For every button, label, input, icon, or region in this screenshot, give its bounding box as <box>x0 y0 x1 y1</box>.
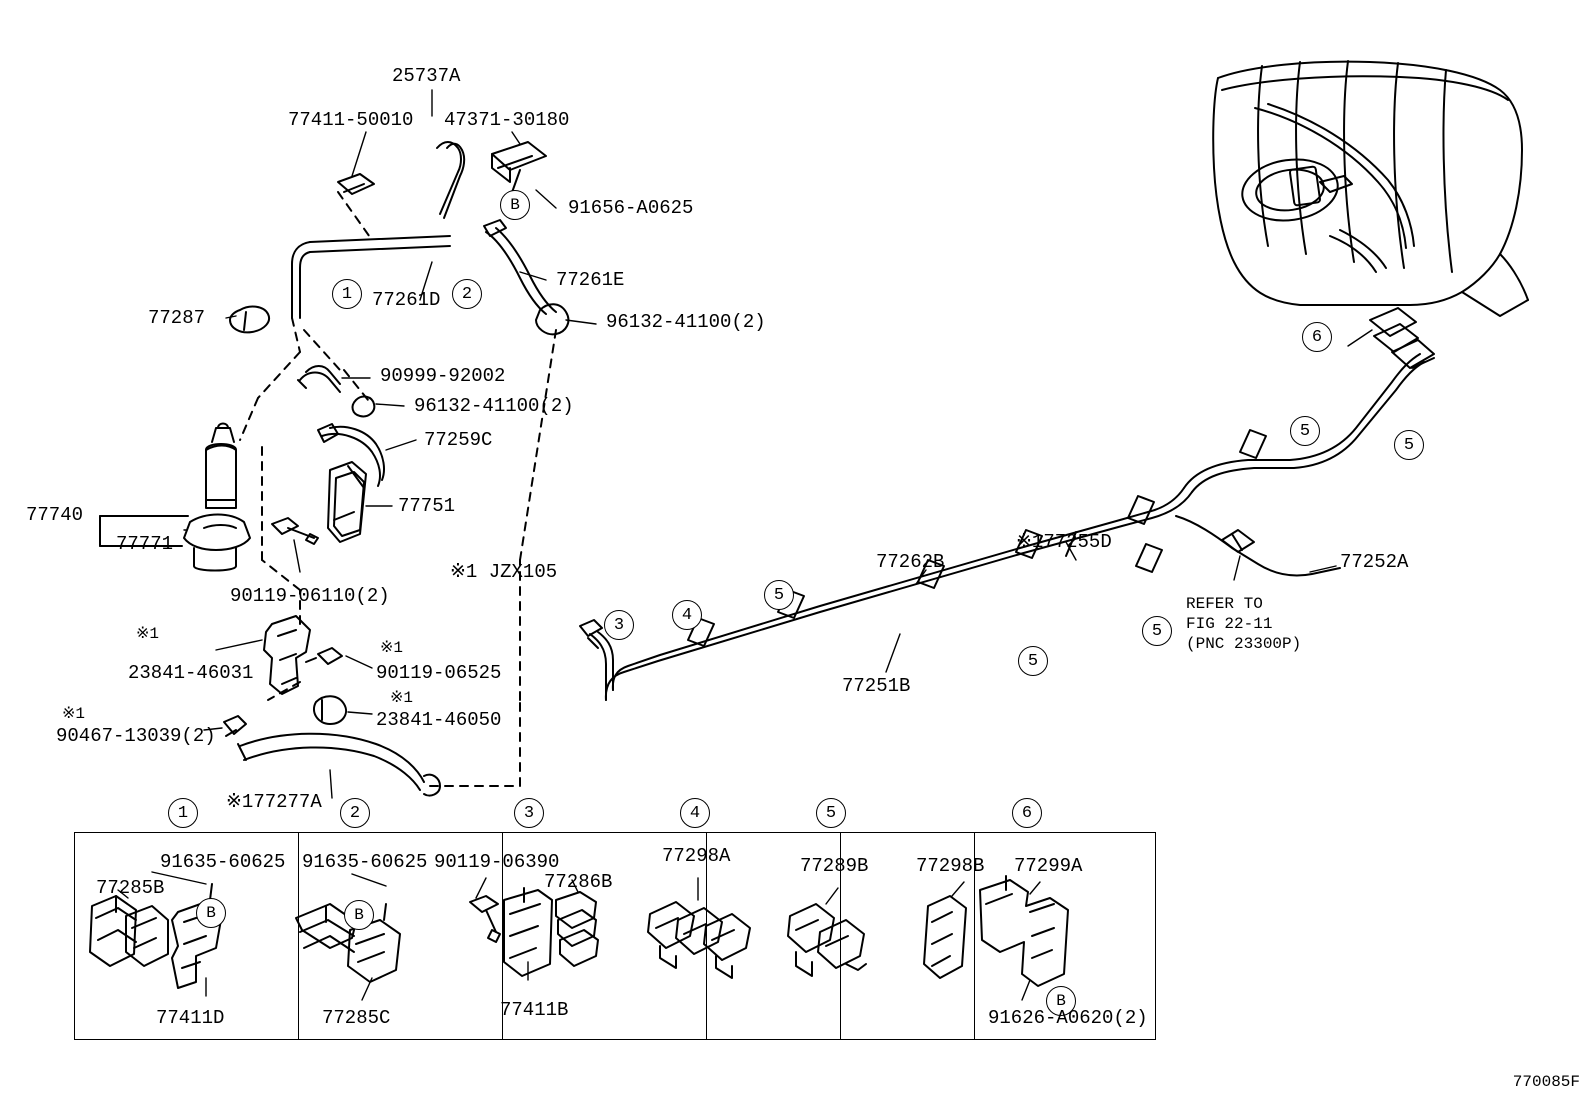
mark-jzx-a: ※1 <box>136 625 160 643</box>
legend-part-91626-A0620: 91626-A0620(2) <box>988 1007 1148 1029</box>
legend-part-90119-06390: 90119-06390 <box>434 851 560 873</box>
refer-note-line2: FIG 22-11 <box>1186 615 1273 633</box>
legend-number-3: 3 <box>514 798 544 828</box>
label-90119-06525: 90119-06525 <box>376 662 502 684</box>
label-25737A: 25737A <box>392 65 461 87</box>
legend-part-77285C: 77285C <box>322 1007 391 1029</box>
label-96132-41100-b: 96132-41100(2) <box>414 395 574 417</box>
legend-number-6: 6 <box>1012 798 1042 828</box>
callout-b-top: B <box>500 190 530 220</box>
label-77287: 77287 <box>148 307 206 329</box>
label-90119-06110: 90119-06110(2) <box>230 585 390 607</box>
label-77740: 77740 <box>26 504 84 526</box>
label-77261D: 77261D <box>372 289 441 311</box>
legend-part-77298B: 77298B <box>916 855 985 877</box>
mark-jzx-b: ※1 <box>380 639 404 657</box>
legend-b-circle-6: B <box>1046 986 1076 1016</box>
legend-b-circle-1: B <box>196 898 226 928</box>
legend-part-77411D: 77411D <box>156 1007 225 1029</box>
label-47371-30180: 47371-30180 <box>444 109 570 131</box>
refer-note-line3: (PNC 23300P) <box>1186 635 1302 653</box>
label-91656-A0625: 91656-A0625 <box>568 197 694 219</box>
legend-part-77299A: 77299A <box>1014 855 1083 877</box>
legend-b-circle-2: B <box>344 900 374 930</box>
callout-6: 6 <box>1302 322 1332 352</box>
label-77751: 77751 <box>398 495 456 517</box>
callout-5-e: 5 <box>1394 430 1424 460</box>
label-77411-50010: 77411-50010 <box>288 109 414 131</box>
legend-part-77298A: 77298A <box>662 845 731 867</box>
legend-number-4: 4 <box>680 798 710 828</box>
label-77255D: ※177255D <box>1016 531 1112 553</box>
label-77252A: 77252A <box>1340 551 1409 573</box>
figure-id: 770085F <box>1512 1073 1580 1091</box>
label-90999-92002: 90999-92002 <box>380 365 506 387</box>
label-77262B: 77262B <box>876 551 945 573</box>
callout-5-c: 5 <box>1142 616 1172 646</box>
label-77251B: 77251B <box>842 675 911 697</box>
legend-number-2: 2 <box>340 798 370 828</box>
legend-part-91635-60625-2: 91635-60625 <box>302 851 428 873</box>
label-77771: 77771 <box>116 533 174 555</box>
callout-2: 2 <box>452 279 482 309</box>
callout-5-b: 5 <box>1018 646 1048 676</box>
callout-1: 1 <box>332 279 362 309</box>
mark-jzx-c: ※1 <box>390 689 414 707</box>
legend-part-77411B: 77411B <box>500 999 569 1021</box>
legend-number-5: 5 <box>816 798 846 828</box>
label-23841-46050: 23841-46050 <box>376 709 502 731</box>
refer-note-line1: REFER TO <box>1186 595 1263 613</box>
legend-number-1: 1 <box>168 798 198 828</box>
label-90467-13039: 90467-13039(2) <box>56 725 216 747</box>
callout-4: 4 <box>672 600 702 630</box>
legend-part-77289B: 77289B <box>800 855 869 877</box>
legend-part-77286B: 77286B <box>544 871 613 893</box>
callout-3: 3 <box>604 610 634 640</box>
legend-part-91635-60625-1: 91635-60625 <box>160 851 286 873</box>
legend-part-77285B: 77285B <box>96 877 165 899</box>
label-77261E: 77261E <box>556 269 625 291</box>
label-77277A: ※177277A <box>226 791 322 813</box>
mark-jzx-d: ※1 <box>62 705 86 723</box>
note-jzx105: ※1 JZX105 <box>450 561 558 583</box>
label-23841-46031: 23841-46031 <box>128 662 254 684</box>
callout-5-a: 5 <box>764 580 794 610</box>
callout-5-d: 5 <box>1290 416 1320 446</box>
label-77259C: 77259C <box>424 429 493 451</box>
label-96132-41100-a: 96132-41100(2) <box>606 311 766 333</box>
